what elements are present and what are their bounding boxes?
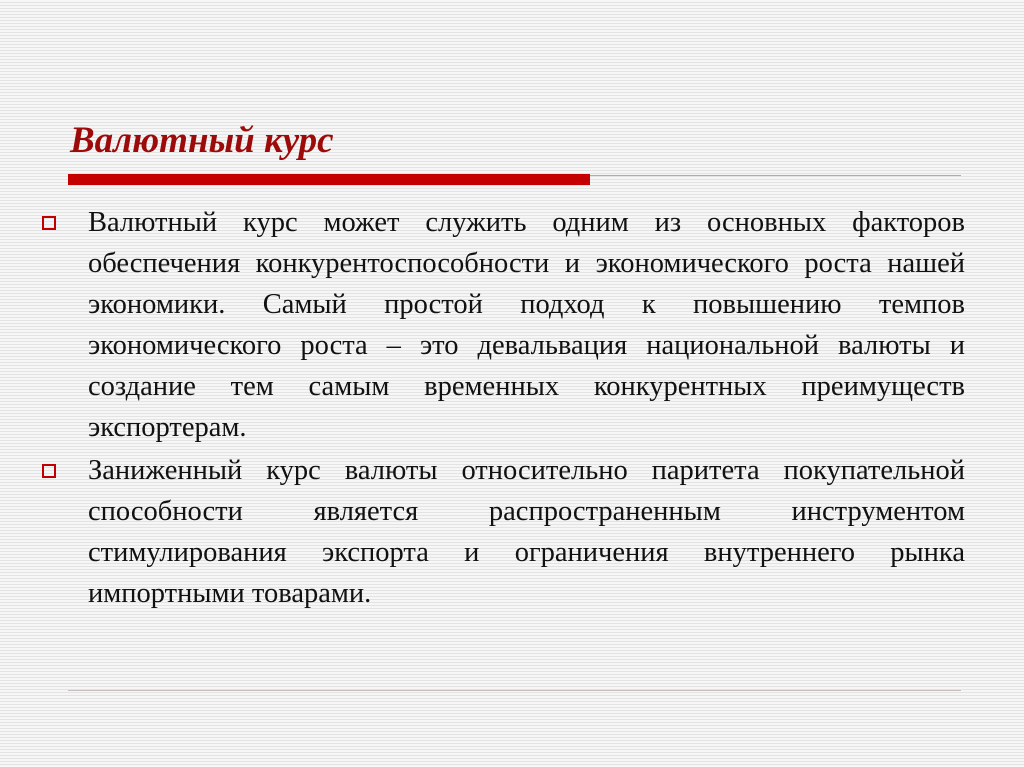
title-divider-line: [590, 175, 961, 176]
bullet-item: [40, 202, 965, 448]
bullet-text: Валютный курс может служить одним из основных факторов обеспечения конкурентоспособности и экономического роста нашей экономики. Самый простой подход к повышению темпов экономического роста – это девальвация национальной валюты и создание тем самым временных конкурентных преимуществ экспортерам.: [88, 207, 965, 443]
bullet-item: [40, 450, 965, 614]
bullet-list: [40, 202, 965, 616]
slide-title: Валютный курс: [70, 120, 334, 161]
footer-divider-line: [68, 690, 961, 691]
bullet-text: Заниженный курс валюты относительно паритета покупательной способности является распространенным инструментом стимулирования экспорта и ограничения внутреннего рынка импортными товарами.: [88, 455, 965, 609]
title-accent-bar: [68, 174, 590, 185]
hollow-square-bullet-icon: [42, 464, 56, 478]
hollow-square-bullet-icon: [42, 216, 56, 230]
